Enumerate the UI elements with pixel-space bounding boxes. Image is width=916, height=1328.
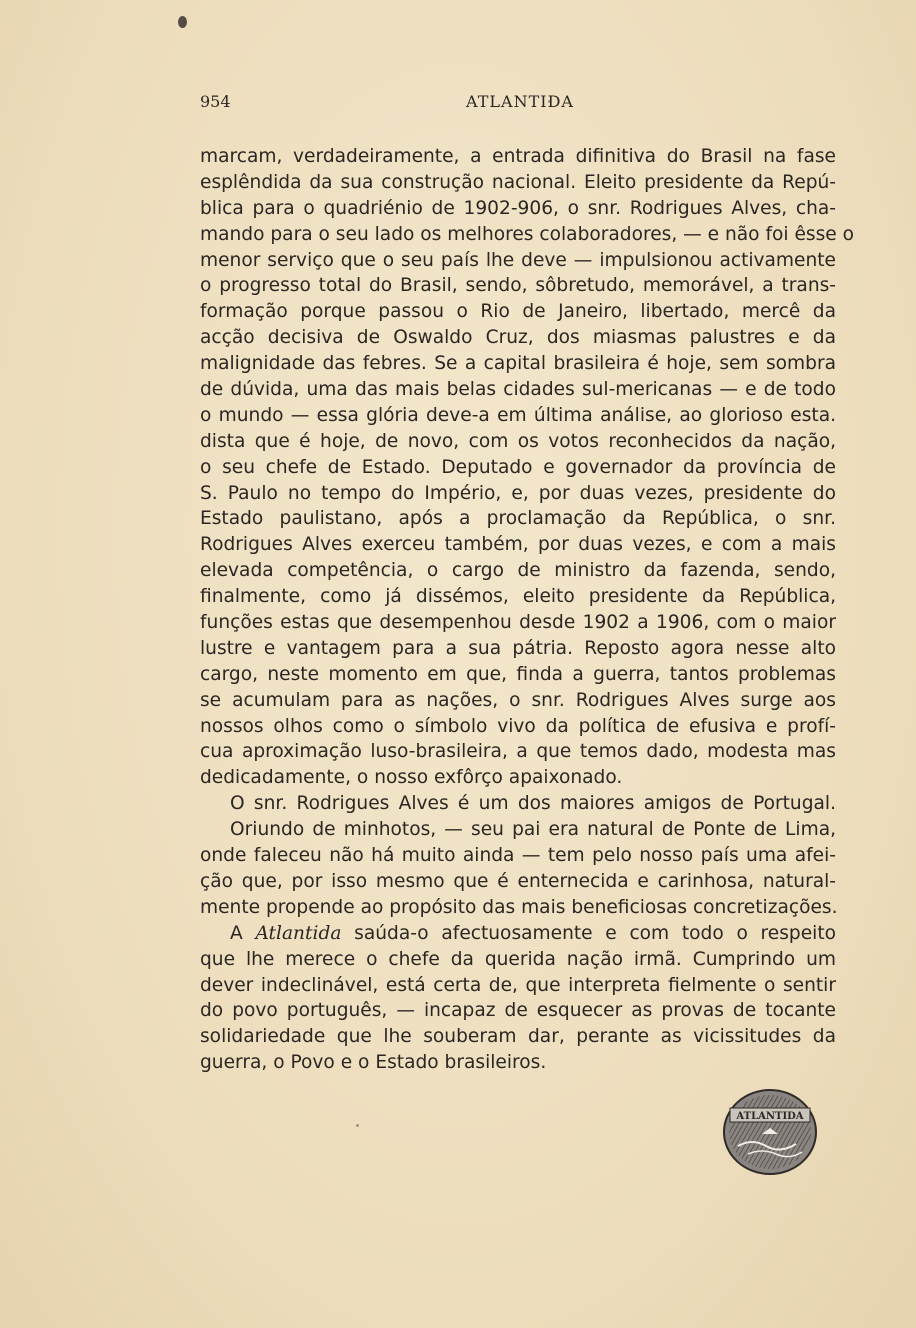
page-header xyxy=(200,92,840,120)
atlantida-seal xyxy=(722,1088,818,1176)
text-line: que lhe merece o chefe da querida nação irmã. Cumprindo um xyxy=(200,948,836,970)
text-line: onde faleceu não há muito ainda — tem pelo nosso país uma afei- xyxy=(200,845,836,867)
text-line: Oriundo de minhotos, — seu pai era natural de Ponte de Lima, xyxy=(230,819,836,841)
text-line: finalmente, como já dissémos, eleito presidente da República, xyxy=(200,586,836,608)
text-line: malignidade das febres. Se a capital brasileira é hoje, sem sombra xyxy=(200,353,836,375)
ink-blot xyxy=(178,16,187,28)
text-line: dista que é hoje, de novo, com os votos reconhecidos da nação, xyxy=(200,430,836,452)
text-line: mente propende ao propósito das mais beneficiosas concretizações. xyxy=(200,896,838,918)
text-line: O snr. Rodrigues Alves é um dos maiores amigos de Portugal. xyxy=(230,793,836,815)
text-line: acção decisiva de Oswaldo Cruz, dos miasmas palustres e da xyxy=(200,327,836,349)
text-line: marcam, verdadeiramente, a entrada difinitiva do Brasil na fase xyxy=(200,146,836,167)
text-line xyxy=(200,921,836,947)
article-body xyxy=(200,144,855,1076)
journal-name-italic: Atlantida xyxy=(255,922,342,944)
text-line: mando para o seu lado os melhores colaboradores, — e não foi êsse o xyxy=(200,223,855,245)
text-line: dever indeclinável, está certa de, que interpreta fielmente o sentir xyxy=(200,974,836,996)
text-line: solidariedade que lhe souberam dar, perante as vicissitudes da xyxy=(200,1026,836,1048)
line-prefix: A xyxy=(230,922,256,944)
text-line: Rodrigues Alves exerceu também, por duas vezes, e com a mais xyxy=(200,534,836,556)
text-line: guerra, o Povo e o Estado brasileiros. xyxy=(200,1052,547,1074)
text-line: nossos olhos como o símbolo vivo da política de efusiva e profí- xyxy=(200,715,836,737)
text-line: S. Paulo no tempo do Império, e, por duas vezes, presidente do xyxy=(200,482,836,504)
text-line: se acumulam para as nações, o snr. Rodrigues Alves surge aos xyxy=(200,689,836,711)
paper-speck xyxy=(356,1124,359,1127)
text-line: Estado paulistano, após a proclamação da República, o snr. xyxy=(200,508,836,530)
text-line: menor serviço que o seu país lhe deve — impulsionou activamente xyxy=(200,249,836,271)
text-line: funções estas que desempenhou desde 1902 a 1906, com o maior xyxy=(200,612,836,634)
running-title: ATLANTIDA xyxy=(466,92,574,111)
text-line: o mundo — essa glória deve-a em última análise, ao glorioso esta. xyxy=(200,404,836,426)
text-line: esplêndida da sua construção nacional. Eleito presidente da Repú- xyxy=(200,171,836,193)
text-line: o seu chefe de Estado. Deputado e governador da província de xyxy=(200,456,836,478)
text-line: o progresso total do Brasil, sendo, sôbretudo, memorável, a trans- xyxy=(200,275,836,297)
text-line: de dúvida, uma das mais belas cidades sul-mericanas — e de todo xyxy=(200,379,836,401)
text-line: dedicadamente, o nosso exfôrço apaixonado. xyxy=(200,767,623,789)
text-line: lustre e vantagem para a sua pátria. Reposto agora nesse alto xyxy=(200,637,836,659)
text-line: cua aproximação luso-brasileira, a que temos dado, modesta mas xyxy=(200,741,836,763)
text-line: do povo português, — incapaz de esquecer as provas de tocante xyxy=(200,1000,836,1022)
page-number: 954 xyxy=(200,92,231,111)
text-line: elevada competência, o cargo de ministro da fazenda, sendo, xyxy=(200,560,836,582)
text-line: blica para o quadriénio de 1902-906, o snr. Rodrigues Alves, cha- xyxy=(200,197,836,219)
text-line: cargo, neste momento em que, finda a guerra, tantos problemas xyxy=(200,663,836,685)
text-line: ção que, por isso mesmo que é enternecida e carinhosa, natural- xyxy=(200,870,836,892)
line-rest: saúda-o afectuosamente e com todo o respeito xyxy=(341,922,836,944)
seal-text: ATLANTIDA xyxy=(736,1111,804,1122)
text-line: formação porque passou o Rio de Janeiro, libertado, mercê da xyxy=(200,301,836,323)
